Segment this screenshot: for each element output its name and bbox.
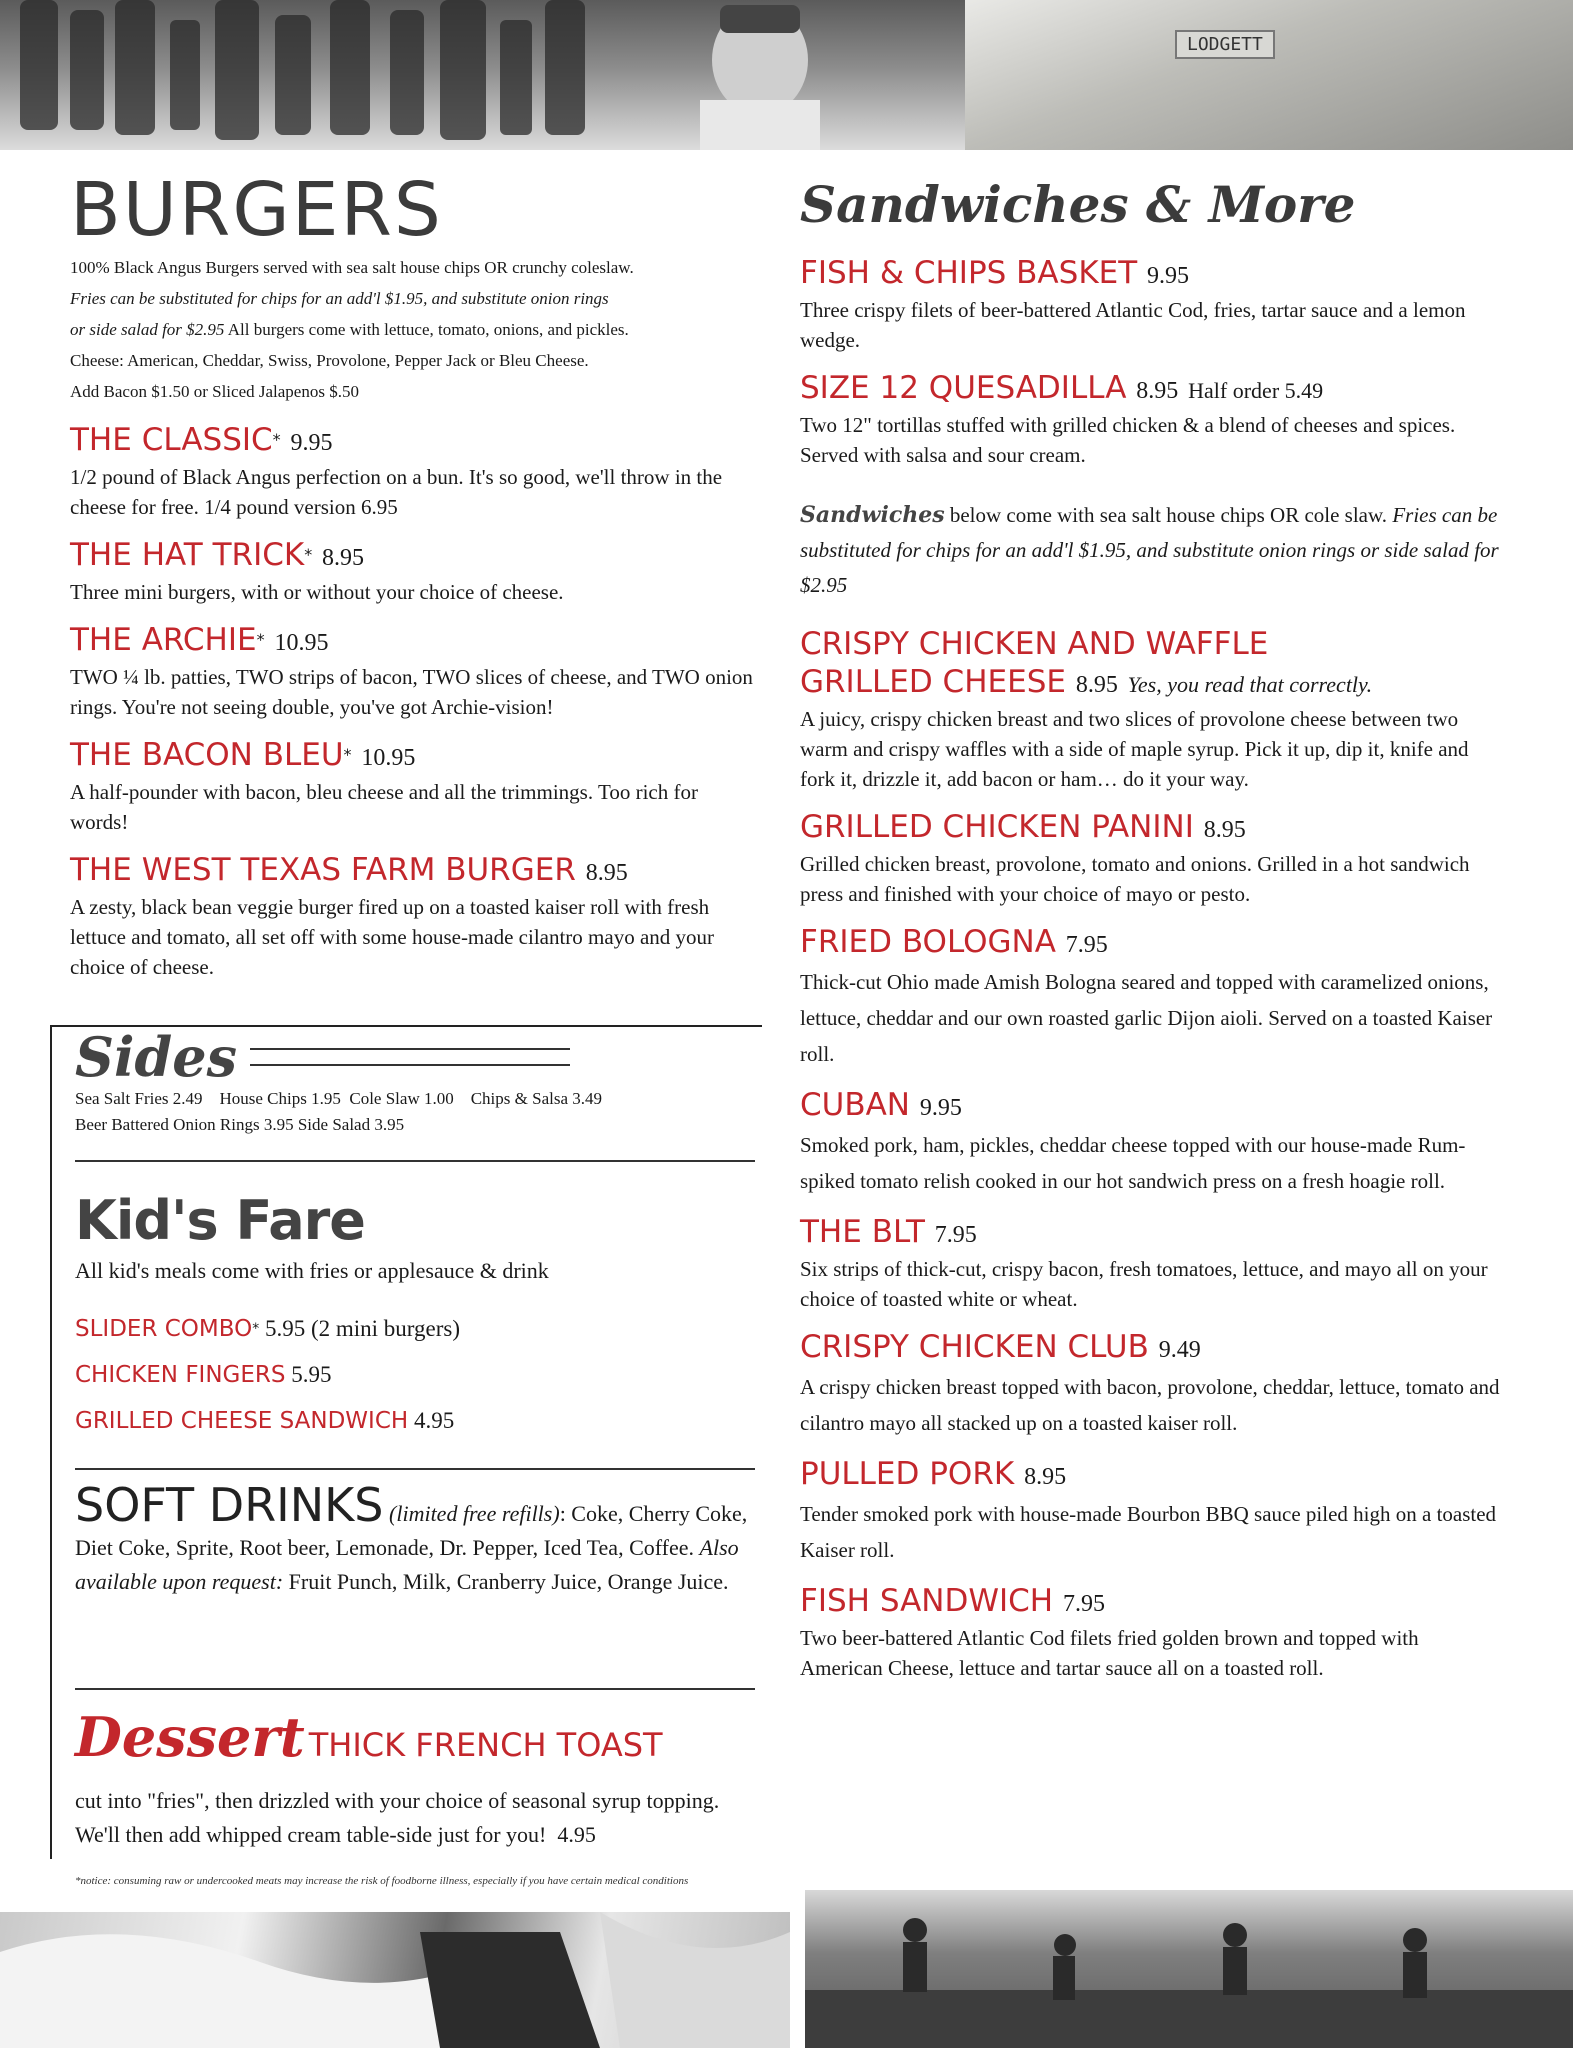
menu-item-price: 8.95 (1024, 1464, 1067, 1490)
dessert-description: cut into "fries", then drizzled with your choice of seasonal syrup topping. We'll then add whipped cream table-side just for you! 4.95 (75, 1788, 720, 1847)
menu-item-title (800, 923, 1500, 964)
soft-drinks-list: : Coke, Cherry Coke, Diet Coke, Sprite, Root beer, Lemonade, Dr. Pepper, Iced Tea, Coffee. (75, 1501, 748, 1560)
sandwich-top-list (800, 254, 1500, 470)
menu-item-title (800, 1213, 1500, 1254)
food-safety-footnote: *notice: consuming raw or undercooked meats may increase the risk of foodborne illness, especially if you have certain medical conditions (75, 1875, 689, 1887)
menu-item-price: 9.95 (1147, 263, 1190, 289)
vintage-football-photo (805, 1890, 1573, 2048)
menu-item-name: CRISPY CHICKEN AND WAFFLE (800, 626, 1269, 662)
menu-item-price: 7.95 (934, 1222, 977, 1248)
menu-item-title (800, 1455, 1500, 1496)
burgers-intro-line: Add Bacon $1.50 or Sliced Jalapenos $.50 (70, 382, 359, 401)
kids-item-name: SLIDER COMBO (75, 1316, 253, 1342)
section-divider (75, 1160, 755, 1162)
menu-item-name: GRILLED CHEESE (800, 664, 1066, 700)
left-column (70, 167, 760, 982)
sandwich-note-substitution: Fries can be substituted for chips for an add'l $1.95, and substitute onion rings or side salad for $2.95 (800, 503, 1499, 597)
menu-item-title (800, 808, 1500, 849)
bar-photo (0, 0, 965, 150)
menu-item-price: 9.49 (1158, 1337, 1201, 1363)
menu-item-name: FRIED BOLOGNA (800, 924, 1056, 960)
menu-item-price: 8.95 (1203, 817, 1246, 843)
sandwich-note-lead: Sandwiches (800, 502, 945, 528)
kids-heading: Kid's Fare (75, 1189, 365, 1252)
menu-item-name: CUBAN (800, 1087, 910, 1123)
menu-item-title (800, 1086, 1500, 1127)
soft-drinks-request-list: Fruit Punch, Milk, Cranberry Juice, Orange Juice. (283, 1569, 729, 1594)
menu-item-description: Three crispy filets of beer-battered Atlantic Cod, fries, tartar sauce and a lemon wedge. (800, 298, 1466, 352)
sides-section (75, 1025, 755, 1138)
kids-item (75, 1306, 755, 1352)
menu-item-description: Three mini burgers, with or without your choice of cheese. (70, 580, 564, 604)
menu-item-price: 10.95 (274, 630, 329, 656)
menu-item (800, 625, 1500, 794)
kids-item (75, 1398, 755, 1444)
menu-item-description: 1/2 pound of Black Angus perfection on a bun. It's so good, we'll throw in the cheese for free. 1/4 pound version 6.95 (70, 465, 723, 519)
menu-item-name: SIZE 12 QUESADILLA (800, 370, 1127, 406)
menu-item-name: PULLED PORK (800, 1456, 1015, 1492)
menu-item-name: THE BLT (800, 1214, 925, 1250)
menu-item-title (70, 536, 760, 577)
menu-item-aside: Yes, you read that correctly. (1127, 672, 1373, 697)
menu-item-name: THE ARCHIE (70, 622, 257, 658)
menu-item-price: 8.95 (585, 860, 628, 886)
menu-item-name: FISH SANDWICH (800, 1583, 1054, 1619)
sides-line: Sea Salt Fries 2.49 House Chips 1.95 Cole Slaw 1.00 Chips & Salsa 3.49 (75, 1089, 602, 1108)
soft-drinks-request-label: Also available upon request: (75, 1535, 739, 1594)
menu-item-description: Grilled chicken breast, provolone, tomato and onions. Grilled in a hot sandwich press and finished with your choice of mayo or pesto. (800, 852, 1470, 906)
kids-item-marker: * (252, 1321, 260, 1337)
sides-line: Beer Battered Onion Rings 3.95 Side Salad 3.95 (75, 1115, 405, 1134)
menu-item-description: Two beer-battered Atlantic Cod filets fried golden brown and topped with American Cheese, lettuce and tartar sauce all on a toasted roll. (800, 1626, 1419, 1680)
menu-item-description: Six strips of thick-cut, crispy bacon, fresh tomatoes, lettuce, and mayo all on your choice of toasted white or wheat. (800, 1257, 1488, 1311)
menu-item-description: Thick-cut Ohio made Amish Bologna seared and topped with caramelized onions, lettuce, cheddar and our own roasted garlic Dijon aioli. Served on a toasted Kaiser roll. (800, 970, 1493, 1066)
menu-item-title (70, 621, 760, 662)
kids-item-price: 4.95 (408, 1408, 455, 1433)
soft-drinks-text (75, 1478, 755, 1599)
kids-item-price: 5.95 (2 mini burgers) (259, 1316, 461, 1341)
crowd-illustration (805, 1890, 1573, 2048)
menu-item-title (800, 1328, 1500, 1369)
napkin-photo (0, 1912, 790, 2048)
menu-item-title (800, 663, 1500, 704)
photo-caption: LODGETT (1175, 30, 1275, 59)
menu-item-price: 9.95 (919, 1095, 962, 1121)
menu-item-marker: * (272, 430, 281, 449)
menu-item-description: A crispy chicken breast topped with bacon, provolone, cheddar, lettuce, tomato and cilantro mayo all stacked up on a toasted kaiser roll. (800, 1375, 1500, 1435)
right-column (800, 170, 1500, 1683)
burgers-heading: BURGERS (70, 167, 443, 253)
dessert-title-line (75, 1705, 755, 1784)
burgers-intro-line: Fries can be substituted for chips for an add'l $1.95, and substitute onion rings (70, 289, 609, 308)
kids-subtitle: All kid's meals come with fries or applesauce & drink (75, 1258, 549, 1283)
soft-drinks-heading: SOFT DRINKS (75, 1478, 384, 1532)
menu-item (70, 421, 760, 522)
menu-item-marker: * (304, 545, 313, 564)
soft-drinks-qualifier: (limited free refills) (389, 1501, 560, 1526)
menu-item (800, 808, 1500, 909)
menu-item-price: 10.95 (361, 745, 416, 771)
menu-item-name: GRILLED CHICKEN PANINI (800, 809, 1194, 845)
menu-item-price: 7.95 (1062, 1591, 1105, 1617)
menu-item-name: THE CLASSIC (70, 422, 273, 458)
menu-item (70, 851, 760, 982)
equipment-photo (965, 0, 1573, 150)
sandwich-sides-note: Sandwiches below come with sea salt house chips OR cole slaw. Fries can be substituted for chips for an add'l $1.95, and substitute onion rings or side salad for $2.95 (800, 502, 1499, 597)
menu-item (800, 1328, 1500, 1441)
burgers-intro-line: Cheese: American, Cheddar, Swiss, Provolone, Pepper Jack or Bleu Cheese. (70, 351, 589, 370)
burger-list (70, 421, 760, 982)
kids-section (75, 1190, 755, 1444)
menu-item-price: 7.95 (1065, 932, 1108, 958)
menu-item (800, 1213, 1500, 1314)
menu-item-price: 8.95 (322, 545, 365, 571)
menu-item (800, 1086, 1500, 1199)
soft-drinks-section (75, 1478, 755, 1599)
menu-item (70, 536, 760, 607)
menu-item-price: 9.95 (290, 430, 333, 456)
menu-item (800, 1455, 1500, 1568)
menu-item-description: A zesty, black bean veggie burger fired up on a toasted kaiser roll with fresh lettuce and tomato, all set off with some house-made cilantro mayo and your choice of cheese. (70, 895, 715, 979)
menu-item-title (70, 736, 760, 777)
menu-item-title (800, 369, 1500, 410)
menu-item (800, 923, 1500, 1072)
section-divider (75, 1468, 755, 1470)
menu-item (70, 621, 760, 722)
menu-item-description: A juicy, crispy chicken breast and two slices of provolone cheese between two warm and crispy waffles with a side of maple syrup. Pick it up, dip it, knife and fork it, drizzle it, add bacon or ham… do it your way. (800, 707, 1469, 791)
kids-item-price: 5.95 (285, 1362, 332, 1387)
menu-item-title (70, 851, 760, 892)
dessert-price: 4.95 (557, 1822, 596, 1847)
menu-item-title (70, 421, 760, 462)
kids-item-name: GRILLED CHEESE SANDWICH (75, 1408, 409, 1434)
napkin-illustration (0, 1912, 790, 2048)
menu-item-marker: * (343, 745, 352, 764)
menu-item-marker: * (256, 630, 265, 649)
section-divider (75, 1688, 755, 1690)
menu-item-price: 8.95 (1075, 672, 1118, 698)
menu-item-name: THE BACON BLEU (70, 737, 344, 773)
sandwiches-heading: Sandwiches & More (800, 175, 1356, 234)
menu-item-name: CRISPY CHICKEN CLUB (800, 1329, 1149, 1365)
menu-item-price: 8.95 (1136, 378, 1179, 404)
menu-item-aside: Half order 5.49 (1188, 378, 1324, 403)
menu-item (800, 254, 1500, 355)
sides-heading: Sides (75, 1025, 238, 1089)
menu-item (800, 1582, 1500, 1683)
menu-item-name: FISH & CHIPS BASKET (800, 255, 1138, 291)
menu-item-title (800, 1582, 1500, 1623)
kids-item-name: CHICKEN FINGERS (75, 1362, 286, 1388)
dessert-section (75, 1705, 755, 1852)
sandwich-list (800, 808, 1500, 1683)
menu-item-description: Tender smoked pork with house-made Bourbon BBQ sauce piled high on a toasted Kaiser roll. (800, 1502, 1497, 1562)
menu-item-description: TWO ¼ lb. patties, TWO strips of bacon, TWO slices of cheese, and TWO onion rings. You're not seeing double, you've got Archie-vision! (70, 665, 753, 719)
menu-item-description: Smoked pork, ham, pickles, cheddar cheese topped with our house-made Rum-spiked tomato relish cooked in our hot sandwich press on a fresh hoagie roll. (800, 1133, 1466, 1193)
dessert-heading: Dessert (75, 1705, 305, 1769)
menu-item-title (800, 254, 1500, 295)
menu-item-name: THE HAT TRICK (70, 537, 305, 573)
menu-item-name: THE WEST TEXAS FARM BURGER (70, 852, 576, 888)
dessert-subtitle: THICK FRENCH TOAST (308, 1726, 663, 1764)
burgers-intro-line: or side salad for $2.95 All burgers come with lettuce, tomato, onions, and pickles. (70, 320, 629, 339)
kids-item (75, 1352, 755, 1398)
menu-item (800, 369, 1500, 470)
bottles-illustration (0, 0, 965, 150)
kids-list (75, 1306, 755, 1444)
menu-item-description: A half-pounder with bacon, bleu cheese and all the trimmings. Too rich for words! (70, 780, 698, 834)
menu-item-description: Two 12" tortillas stuffed with grilled chicken & a blend of cheeses and spices. Served with salsa and sour cream. (800, 413, 1456, 467)
burgers-intro-line: 100% Black Angus Burgers served with sea salt house chips OR crunchy coleslaw. (70, 258, 634, 277)
menu-item (70, 736, 760, 837)
